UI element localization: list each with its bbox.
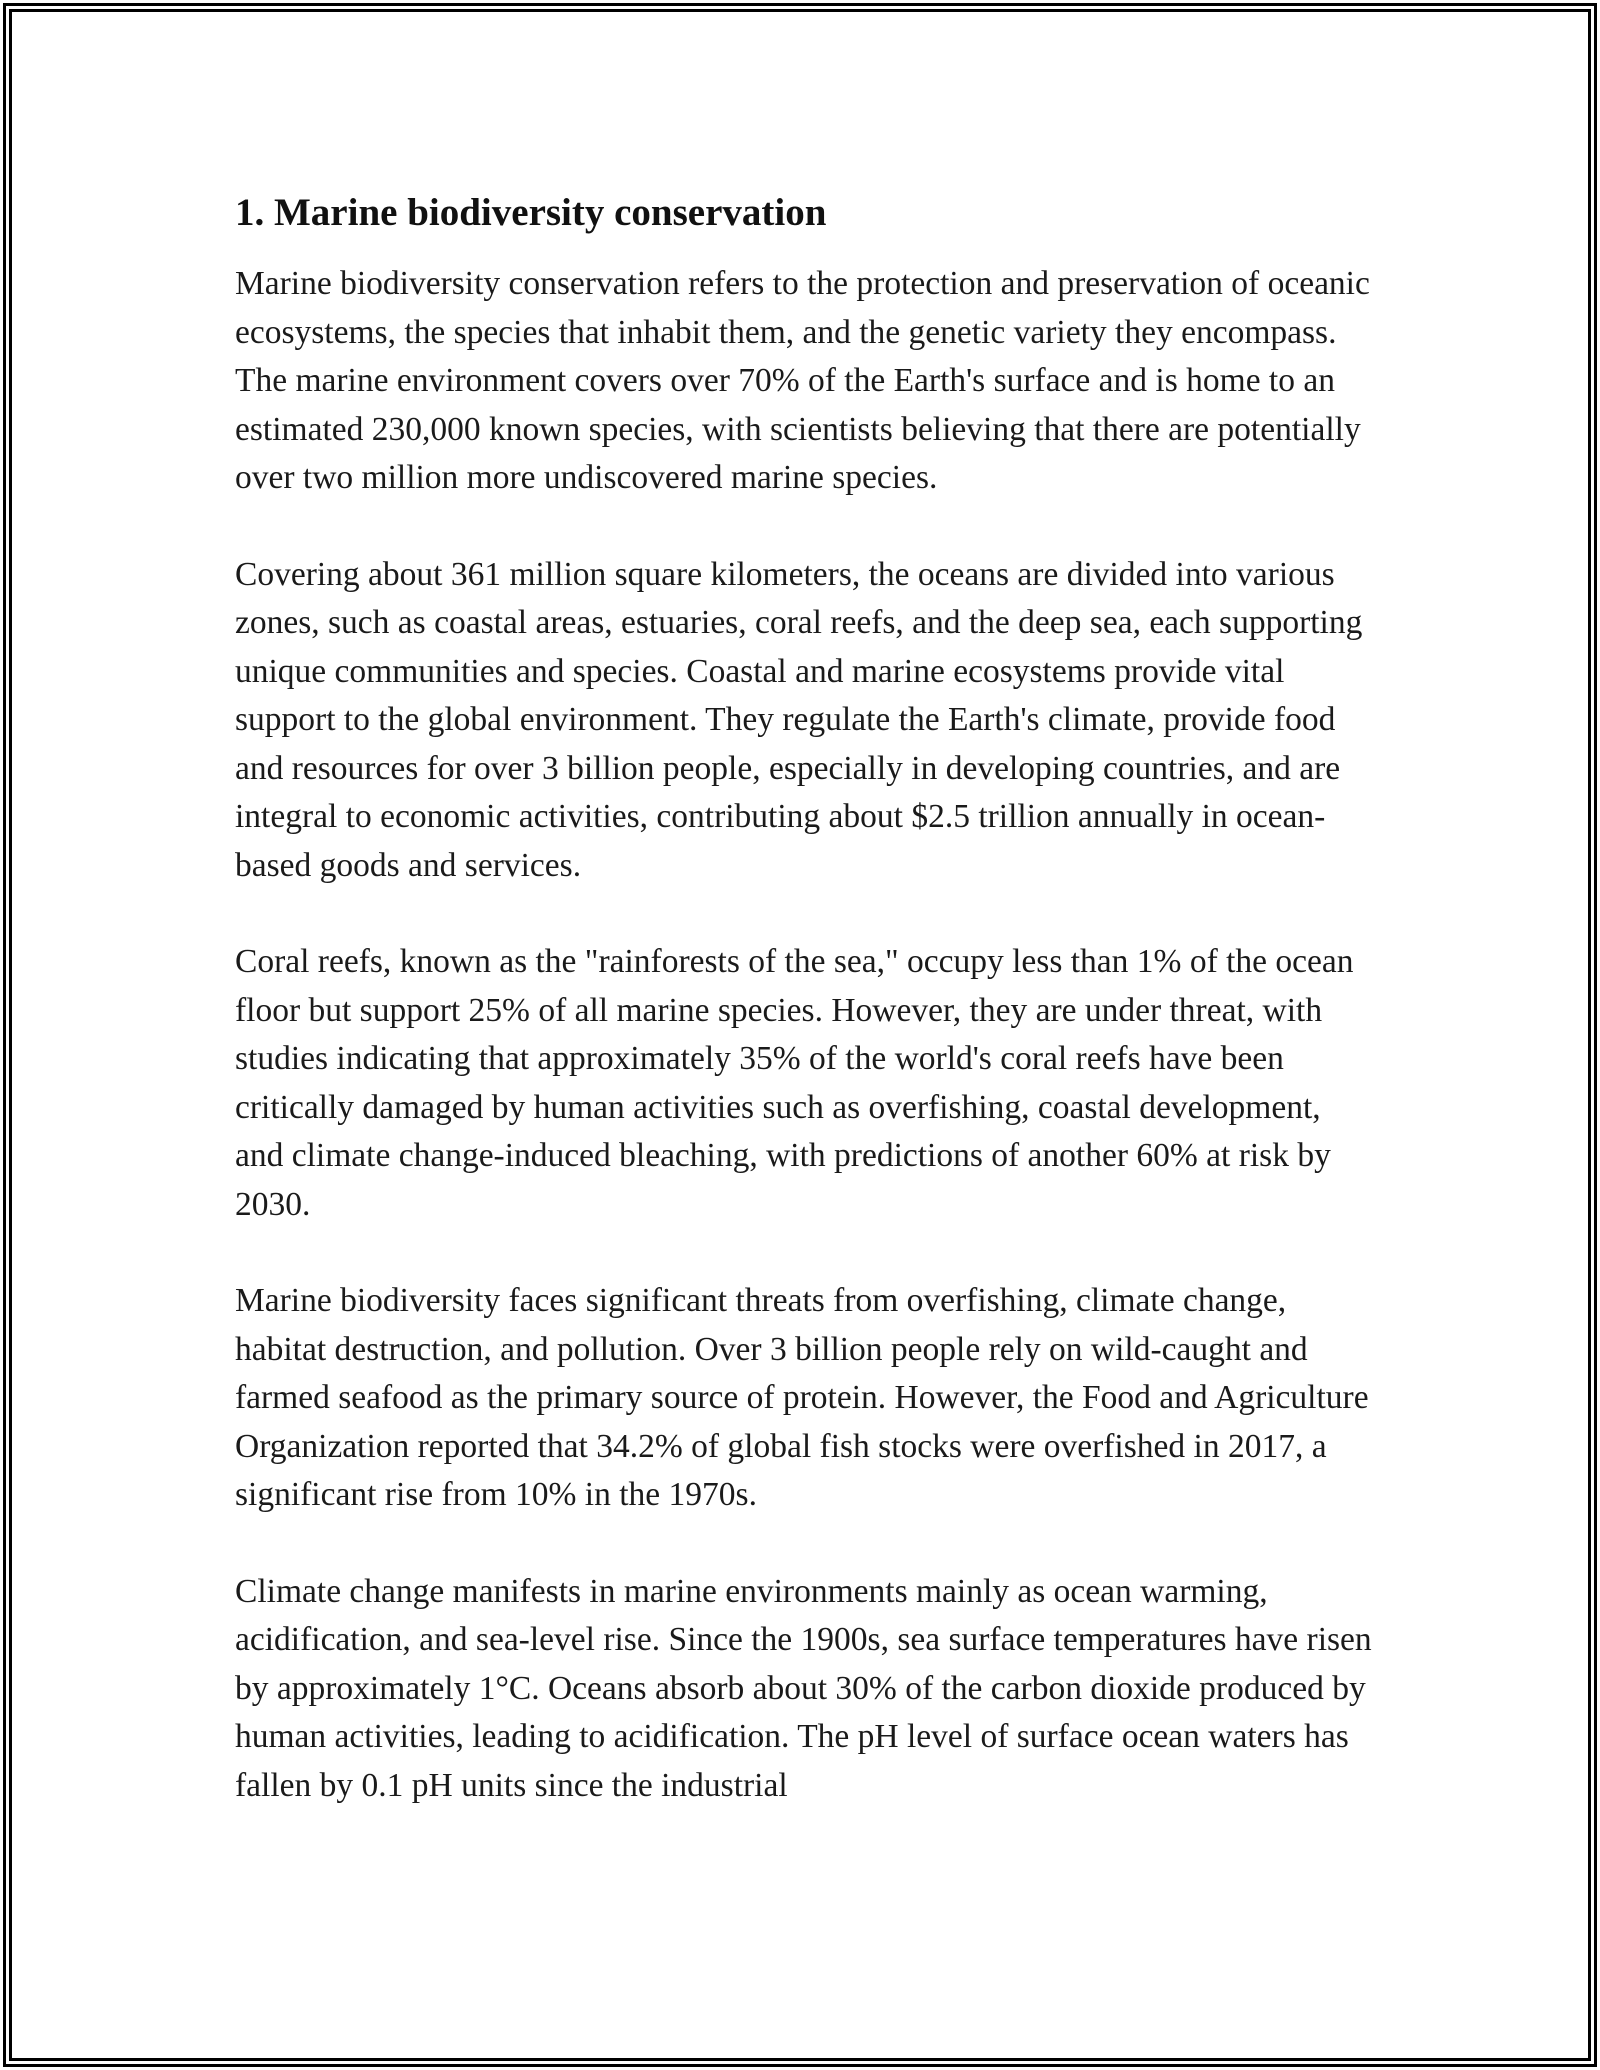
paragraph-climate-change: Climate change manifests in marine environments mainly as ocean warming, acidification, and sea-level rise. Since the 1900s, sea surface temperatures have risen by approximately 1°C. Oceans absorb about 30% of the carbon dioxide produced by human activities, leading to acidification. The pH level of surface ocean waters has fallen by 0.1 pH units since the industrial bbox=[235, 1572, 1372, 1804]
paragraph-coral-reefs: Coral reefs, known as the "rainforests of the sea," occupy less than 1% of the ocean floor but support 25% of all marine species. However, they are under threat, with studies indicating that approximately 35% of the world's coral reefs have been critically damaged by human activities such as overfishing, coastal development, and climate change-induced bleaching, with predictions of another 60% at risk by 2030. bbox=[235, 943, 1354, 1223]
paragraph-overview: Marine biodiversity conservation refers to the protection and preservation of oceanic ecosystems, the species that inhabit them, and the genetic variety they encompass. The marine environment covers over 70% of the Earth's surface and is home to an estimated 230,000 known species, with scientists believing that there are potentially over two million more undiscovered marine species. bbox=[235, 265, 1370, 496]
document-body bbox=[235, 182, 1375, 1858]
paragraph-ocean-zones: Covering about 361 million square kilometers, the oceans are divided into various zones, such as coastal areas, estuaries, coral reefs, and the deep sea, each supporting unique communities and species. Coastal and marine ecosystems provide vital support to the global environment. They regulate the Earth's climate, provide food and resources for over 3 billion people, especially in developing countries, and are integral to economic activities, contributing about $2.5 trillion annually in ocean-based goods and services. bbox=[235, 555, 1363, 884]
section-heading: 1. Marine biodiversity conservation bbox=[235, 191, 827, 234]
paragraph-threats: Marine biodiversity faces significant threats from overfishing, climate change, habitat destruction, and pollution. Over 3 billion people rely on wild-caught and farmed seafood as the primary source of protein. However, the Food and Agriculture Organization reported that 34.2% of global fish stocks were overfished in 2017, a significant rise from 10% in the 1970s. bbox=[235, 1282, 1369, 1513]
